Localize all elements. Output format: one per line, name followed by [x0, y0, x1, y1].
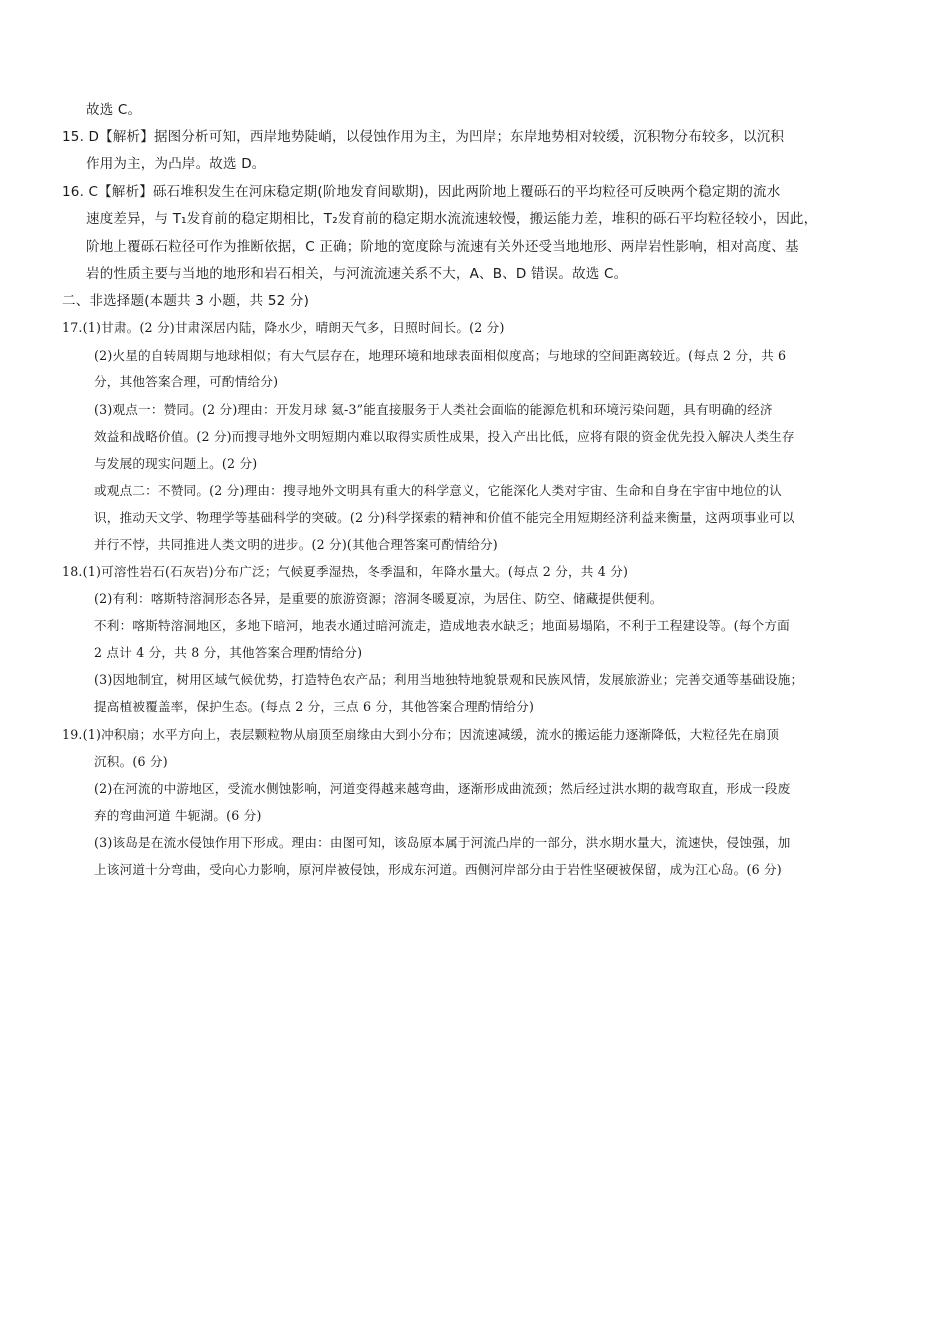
- answer-19-part-2-line-2: 弃的弯曲河道 牛轭湖。(6 分): [94, 808, 262, 823]
- answer-16-line-4: 岩的性质主要与当地的地形和岩石相关，与河流流速关系不大，A、B、D 错误。故选 C。: [86, 266, 628, 282]
- answer-18-part-2-line-2: 不利：喀斯特溶洞地区，多地下暗河，地表水通过暗河流走，造成地表水缺乏；地面易塌陷，不利于工程建设等。(每个方面: [94, 618, 790, 633]
- answer-18-part-2-line-1: (2)有利：喀斯特溶洞形态各异，是重要的旅游资源；溶洞冬暖夏凉，为居住、防空、储藏提供便利。: [94, 591, 663, 606]
- answer-17-part-3-line-3: 与发展的现实问题上。(2 分): [94, 456, 258, 471]
- answer-17-part-1: 17.(1)甘肃。(2 分)甘肃深居内陆，降水少，晴朗天气多，日照时间长。(2 分): [62, 320, 505, 335]
- answer-18-part-3-line-1: (3)因地制宜，树用区域气候优势，打造特色农产品；利用当地独特地貌景观和民族风情，发展旅游业；完善交通等基础设施；: [94, 672, 804, 687]
- answer-17-part-2-line-1: (2)火星的自转周期与地球相似；有大气层存在，地理环境和地球表面相似度高；与地球的空间距离较近。(每点 2 分，共 6: [94, 348, 787, 363]
- answer-17-part-3-line-1: (3)观点一：赞同。(2 分)理由：开发月球 氦-3”能直接服务于人类社会面临的能源危机和环境污染问题，具有明确的经济: [94, 402, 773, 417]
- section-heading: 二、非选择题(本题共 3 小题，共 52 分): [62, 293, 310, 309]
- answer-15-line-1: 15. D【解析】据图分析可知，西岸地势陡峭，以侵蚀作用为主，为凹岸；东岸地势相对较缓，沉积物分布较多，以沉积: [62, 129, 785, 145]
- answer-18-part-2-line-3: 2 点计 4 分，共 8 分，其他答案合理酌情给分): [94, 645, 363, 660]
- answer-16-line-3: 阶地上覆砾石粒径可作为推断依据，C 正确；阶地的宽度除与流速有关外还受当地地形、两岸岩性影响，相对高度、基: [86, 239, 799, 255]
- answer-19-part-3-line-1: (3)该岛是在流水侵蚀作用下形成。理由：由图可知，该岛原本属于河流凸岸的一部分，洪水期水量大，流速快，侵蚀强，加: [94, 835, 791, 850]
- answer-19-part-2-line-1: (2)在河流的中游地区，受流水侧蚀影响，河道变得越来越弯曲，逐渐形成曲流颈；然后经过洪水期的裁弯取直，形成一段废: [94, 781, 791, 796]
- answer-17-view-2-line-2: 识，推动天文学、物理学等基础科学的突破。(2 分)科学探索的精神和价值不能完全用短期经济利益来衡量，这两项事业可以: [94, 510, 795, 525]
- answer-17-view-2-line-3: 并行不悖，共同推进人类文明的进步。(2 分)(其他合理答案可酌情给分): [94, 537, 498, 552]
- answer-16-line-1: 16. C【解析】砾石堆积发生在河床稳定期(阶地发育间歇期)，因此两阶地上覆砾石的平均粒径可反映两个稳定期的流水: [62, 184, 781, 200]
- answer-14-conclusion: 故选 C。: [86, 102, 142, 118]
- answer-18-part-3-line-2: 提高植被覆盖率，保护生态。(每点 2 分，三点 6 分，其他答案合理酌情给分): [94, 699, 535, 714]
- answer-18-part-1: 18.(1)可溶性岩石(石灰岩)分布广泛；气候夏季湿热，冬季温和，年降水量大。(每点 2 分，共 4 分): [62, 564, 629, 579]
- answer-17-part-2-line-2: 分，其他答案合理，可酌情给分): [94, 374, 279, 389]
- answer-19-part-1-line-1: 19.(1)冲积扇；水平方向上，表层颗粒物从扇顶至扇缘由大到小分布；因流速减缓，流水的搬运能力逐渐降低，大粒径先在扇顶: [62, 727, 780, 742]
- answer-16-line-2: 速度差异，与 T₁发育前的稳定期相比，T₂发育前的稳定期水流流速较慢，搬运能力差，堆积的砾石平均粒径较小，因此，: [86, 211, 818, 227]
- answer-15-line-2: 作用为主，为凸岸。故选 D。: [86, 156, 266, 172]
- answer-17-part-3-line-2: 效益和战略价值。(2 分)而搜寻地外文明短期内难以取得实质性成果，投入产出比低，应将有限的资金优先投入解决人类生存: [94, 429, 795, 444]
- answer-19-part-3-line-2: 上该河道十分弯曲，受向心力影响，原河岸被侵蚀，形成东河道。西侧河岸部分由于岩性坚硬被保留，成为江心岛。(6 分): [94, 862, 782, 877]
- answer-19-part-1-line-2: 沉积。(6 分): [94, 754, 168, 769]
- answer-17-view-2-line-1: 或观点二：不赞同。(2 分)理由：搜寻地外文明具有重大的科学意义，它能深化人类对宇宙、生命和自身在宇宙中地位的认: [94, 483, 782, 498]
